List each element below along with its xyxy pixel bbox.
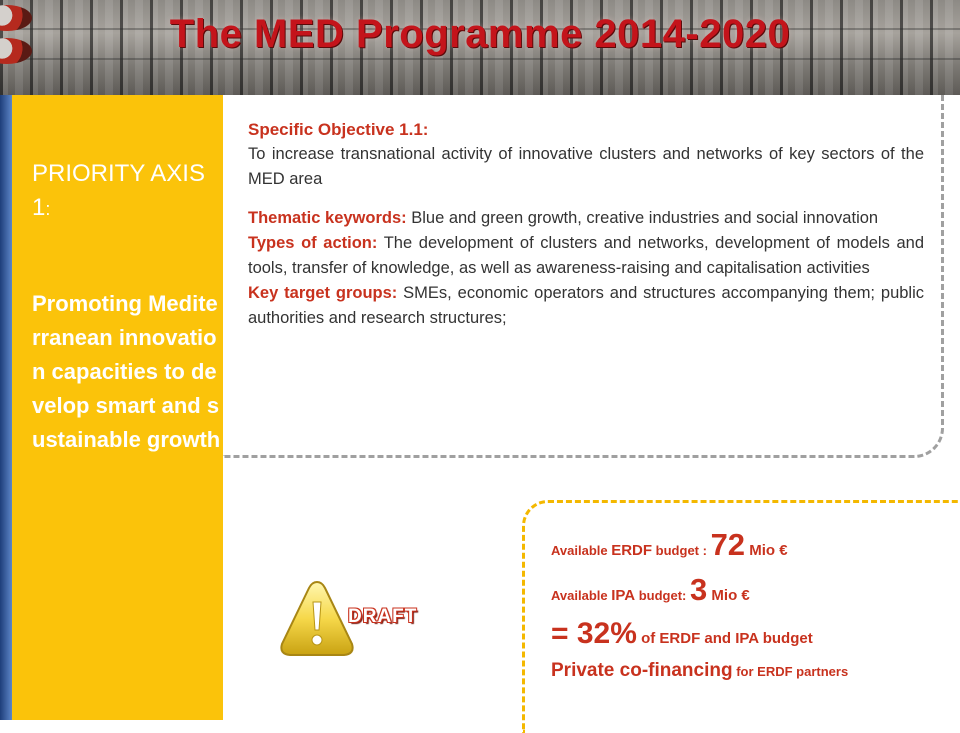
erdf-prefix: Available [551,543,612,558]
cofinancing-line [551,660,951,682]
targets-text: SMEs, economic operators and structures accompanying them; public authorities and research structures; [248,284,925,327]
ipa-prefix: Available [551,588,612,603]
priority-axis-heading [32,157,217,226]
keywords-paragraph [248,206,924,231]
erdf-mid: budget : [652,543,711,558]
ipa-budget-line [551,572,951,608]
share-value: = 32% [551,617,637,650]
ipa-value: 3 [690,572,708,607]
keywords-text: Blue and green growth, creative industries and social innovation [406,209,879,227]
plank-line [0,58,960,60]
actions-text: The development of clusters and networks, development of models and tools, transfer of knowledge, as well as awareness-raising and capitalisation activities [248,234,924,277]
side-accent-bar [0,95,12,720]
keywords-label: Thematic keywords: [248,209,407,227]
budget-section [551,527,951,691]
priority-description: Promoting Mediterranean innovation capacities to develop smart and sustainable growth [32,291,221,452]
actions-paragraph [248,231,924,281]
objective-section [248,117,924,331]
erdf-value: 72 [710,527,746,562]
actions-label: Types of action: [248,234,378,252]
erdf-budget-line [551,527,951,563]
erdf-fund: ERDF [611,542,653,559]
ipa-mid: budget: [635,588,691,603]
objective-text: To increase transnational activity of innovative clusters and networks of key sectors of the MED area [248,145,924,188]
cofinancing-label: Private co-financing [551,660,733,681]
erdf-unit: Mio € [745,542,788,559]
ipa-fund: IPA [611,587,636,604]
header-banner [0,0,960,95]
share-text: of ERDF and IPA budget [636,630,813,647]
draft-stamp: DRAFT [348,606,418,627]
priority-axis-separator: : [45,199,51,219]
objective-heading: Specific Objective 1.1: [248,120,429,139]
slide-title: The MED Programme 2014-2020 [169,12,791,56]
warning-icon [278,578,356,660]
targets-label: Key target groups: [248,284,398,302]
share-line [551,617,951,651]
ipa-unit: Mio € [707,587,750,604]
priority-axis-label: PRIORITY AXIS 1 [32,160,205,221]
targets-paragraph [248,281,924,331]
cofinancing-text: for ERDF partners [732,664,849,679]
priority-panel [12,95,223,720]
spacer [248,192,924,206]
